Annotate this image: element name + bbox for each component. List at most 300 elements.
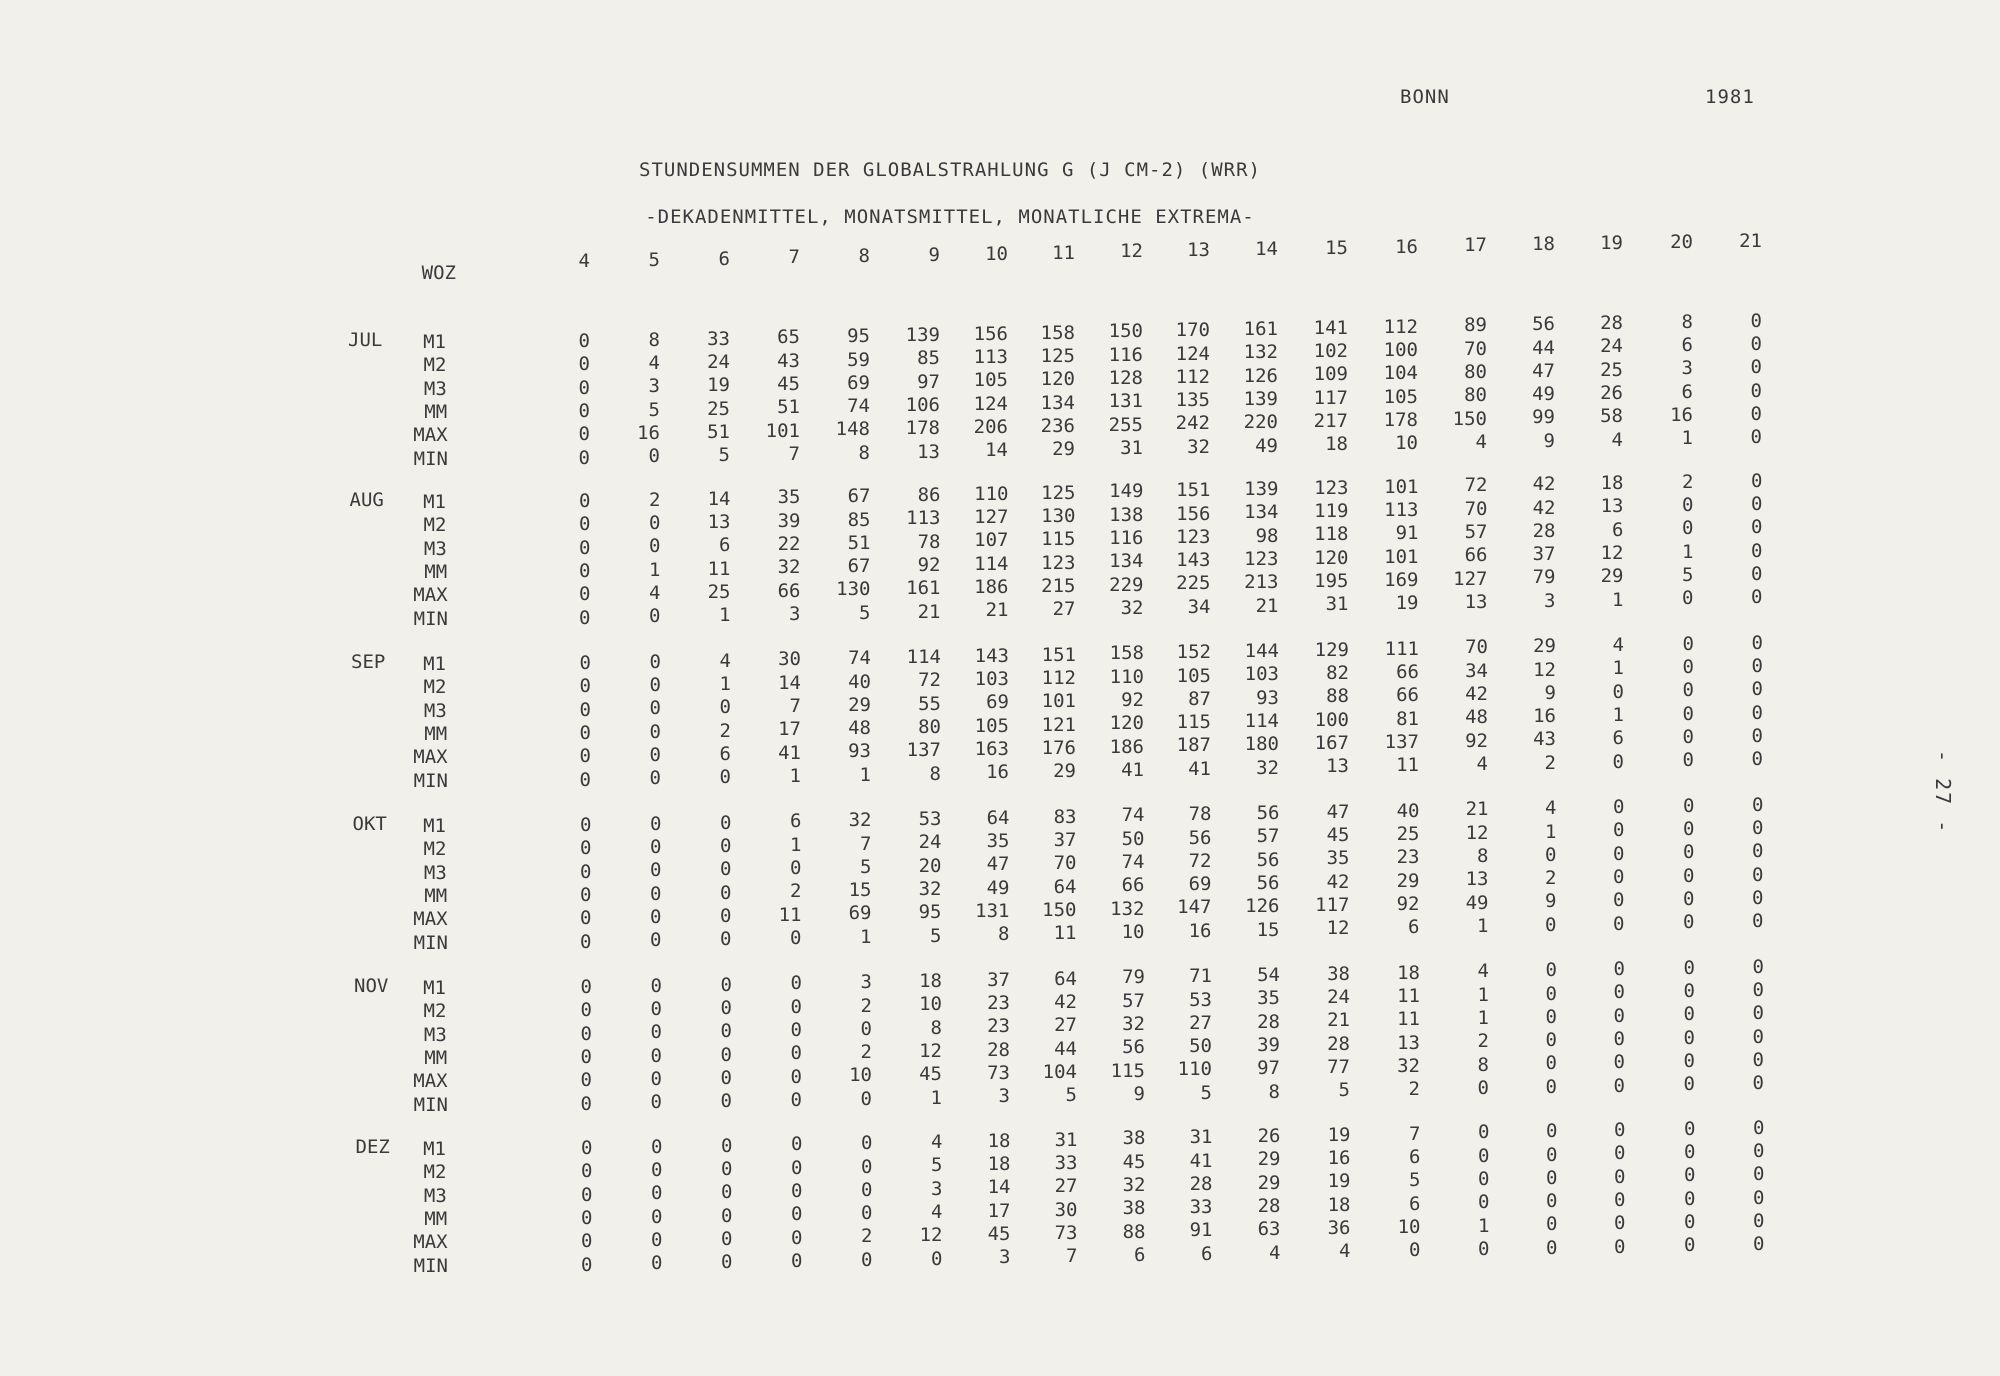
- table-cell: 11: [707, 557, 731, 580]
- hour-header: 8: [858, 245, 870, 268]
- table-cell: 69: [1188, 873, 1212, 896]
- table-cell: 18: [1397, 961, 1420, 984]
- table-cell: 0: [1750, 426, 1762, 449]
- table-cell: 0: [1752, 910, 1764, 933]
- table-cell: 220: [1243, 411, 1278, 434]
- table-cell: 93: [848, 740, 871, 763]
- table-cell: 0: [651, 1252, 663, 1275]
- table-cell: 28: [1532, 519, 1556, 542]
- table-cell: 0: [579, 652, 591, 674]
- table-cell: 0: [579, 675, 591, 698]
- table-cell: 0: [1753, 1186, 1765, 1209]
- table-cell: 6: [790, 810, 802, 833]
- table-cell: 57: [1256, 825, 1280, 848]
- table-cell: 0: [1682, 632, 1694, 655]
- table-cell: 123: [1244, 547, 1279, 570]
- table-cell: 91: [1395, 522, 1419, 545]
- table-cell: 0: [1752, 793, 1764, 816]
- table-cell: 67: [847, 555, 871, 578]
- table-cell: 150: [1042, 898, 1077, 921]
- stat-label: MAX: [413, 424, 448, 447]
- table-cell: 141: [1313, 316, 1348, 339]
- stat-label: M2: [423, 514, 447, 537]
- table-cell: 5: [1409, 1169, 1421, 1192]
- table-cell: 0: [721, 1204, 733, 1227]
- table-cell: 47: [986, 853, 1010, 876]
- table-cell: 0: [649, 535, 661, 558]
- table-cell: 0: [720, 881, 732, 904]
- table-cell: 41: [1188, 757, 1211, 780]
- table-cell: 16: [1670, 404, 1693, 426]
- table-cell: 10: [919, 993, 942, 1016]
- table-cell: 115: [1110, 1059, 1145, 1082]
- table-cell: 16: [986, 761, 1009, 784]
- table-cell: 5: [859, 601, 871, 624]
- table-cell: 0: [581, 1160, 593, 1183]
- table-cell: 101: [1041, 690, 1076, 713]
- table-cell: 8: [929, 762, 941, 785]
- table-cell: 0: [1751, 654, 1763, 677]
- table-cell: 43: [777, 349, 800, 372]
- table-cell: 126: [1245, 895, 1280, 918]
- table-cell: 0: [580, 930, 592, 953]
- table-cell: 112: [1383, 315, 1418, 338]
- hour-header: 5: [648, 248, 660, 271]
- table-cell: 72: [918, 669, 941, 692]
- table-cell: 0: [1683, 1050, 1695, 1072]
- table-cell: 55: [918, 692, 941, 715]
- table-cell: 0: [1546, 1236, 1558, 1259]
- table-cell: 0: [1478, 1237, 1490, 1260]
- table-cell: 24: [1327, 986, 1350, 1009]
- table-cell: 100: [1314, 708, 1349, 731]
- table-cell: 12: [919, 1039, 942, 1062]
- table-cell: 1: [859, 763, 871, 786]
- table-cell: 103: [974, 668, 1009, 691]
- table-cell: 8: [1268, 1080, 1280, 1103]
- table-cell: 95: [918, 901, 942, 924]
- table-cell: 134: [1040, 391, 1075, 414]
- table-cell: 0: [1683, 956, 1695, 979]
- table-cell: 0: [790, 857, 802, 879]
- stat-label: M1: [423, 331, 446, 353]
- table-cell: 117: [1315, 894, 1350, 916]
- table-cell: 80: [1464, 384, 1487, 407]
- table-cell: 70: [1464, 497, 1488, 520]
- table-cell: 0: [1684, 1141, 1696, 1164]
- table-cell: 0: [578, 399, 590, 422]
- table-cell: 56: [1256, 848, 1280, 871]
- table-cell: 24: [1600, 335, 1623, 358]
- table-cell: 38: [1122, 1197, 1146, 1220]
- table-cell: 51: [847, 531, 871, 554]
- table-cell: 7: [789, 695, 801, 717]
- table-cell: 0: [860, 1017, 872, 1040]
- table-cell: 100: [1383, 338, 1418, 361]
- table-cell: 0: [1751, 539, 1763, 562]
- table-cell: 0: [578, 353, 590, 376]
- table-cell: 29: [1053, 760, 1076, 783]
- table-cell: 6: [1134, 1243, 1146, 1266]
- table-cell: 0: [650, 906, 662, 928]
- table-cell: 28: [1189, 1172, 1213, 1195]
- table-cell: 0: [1752, 1002, 1764, 1025]
- table-cell: 29: [1396, 869, 1420, 892]
- table-cell: 0: [650, 859, 662, 882]
- stat-label: MIN: [413, 607, 448, 630]
- stat-label: M2: [423, 1161, 447, 1184]
- table-cell: 123: [1041, 551, 1076, 574]
- hour-header: 11: [1052, 241, 1075, 264]
- table-cell: 0: [1613, 796, 1625, 818]
- table-cell: 0: [720, 1066, 732, 1089]
- table-cell: 0: [1478, 1121, 1490, 1144]
- table-cell: 0: [721, 1251, 733, 1274]
- table-cell: 2: [1408, 1078, 1420, 1101]
- table-cell: 4: [648, 352, 660, 375]
- table-cell: 11: [1397, 1008, 1420, 1031]
- table-cell: 4: [719, 649, 731, 672]
- table-cell: 0: [650, 1091, 662, 1114]
- table-cell: 0: [1751, 631, 1763, 654]
- table-cell: 13: [1600, 495, 1624, 518]
- table-cell: 0: [1613, 865, 1625, 888]
- table-cell: 19: [1395, 592, 1419, 615]
- table-cell: 0: [720, 996, 732, 1019]
- table-cell: 5: [1338, 1079, 1350, 1102]
- table-cell: 0: [581, 1230, 593, 1253]
- table-cell: 2: [860, 1041, 872, 1064]
- table-cell: 13: [917, 440, 940, 463]
- table-cell: 138: [1109, 503, 1144, 526]
- table-cell: 111: [1384, 637, 1419, 660]
- table-cell: 0: [650, 1044, 662, 1067]
- table-cell: 0: [720, 1020, 732, 1043]
- table-cell: 70: [1053, 852, 1077, 875]
- table-cell: 21: [985, 599, 1009, 622]
- stat-label: MM: [424, 400, 448, 423]
- table-cell: 28: [1257, 1010, 1280, 1033]
- table-cell: 0: [1751, 586, 1763, 609]
- table-cell: 137: [906, 739, 941, 762]
- table-cell: 1: [719, 672, 731, 695]
- table-cell: 186: [1109, 735, 1144, 758]
- table-cell: 0: [650, 974, 662, 997]
- table-cell: 0: [791, 1249, 803, 1272]
- table-cell: 45: [919, 1063, 942, 1086]
- table-cell: 70: [1465, 636, 1488, 659]
- table-cell: 56: [1122, 1036, 1145, 1059]
- table-cell: 103: [1244, 663, 1279, 686]
- table-cell: 101: [1384, 475, 1419, 498]
- table-cell: 32: [1122, 1174, 1146, 1196]
- table-cell: 27: [1054, 1175, 1078, 1198]
- stat-label: MAX: [413, 746, 448, 769]
- table-cell: 0: [860, 1087, 872, 1110]
- table-cell: 0: [1752, 955, 1764, 978]
- table-cell: 37: [1532, 543, 1556, 566]
- table-cell: 6: [719, 742, 731, 765]
- table-cell: 5: [930, 924, 942, 947]
- table-cell: 0: [1682, 726, 1694, 748]
- table-cell: 69: [986, 691, 1009, 714]
- table-cell: 106: [905, 393, 940, 416]
- table-cell: 0: [579, 583, 591, 606]
- table-cell: 0: [1614, 1142, 1626, 1165]
- table-cell: 33: [1054, 1151, 1078, 1174]
- table-cell: 83: [1053, 805, 1077, 828]
- table-cell: 0: [1545, 1029, 1557, 1052]
- table-cell: 0: [790, 972, 802, 995]
- table-cell: 0: [1546, 1190, 1558, 1213]
- stat-label: MIN: [413, 1254, 448, 1277]
- stat-label: M1: [423, 653, 446, 675]
- table-cell: 0: [790, 1019, 802, 1041]
- table-cell: 3: [998, 1085, 1010, 1108]
- table-cell: 115: [1176, 711, 1211, 734]
- table-cell: 24: [918, 831, 942, 854]
- table-cell: 215: [1041, 574, 1076, 597]
- table-cell: 0: [1684, 1211, 1696, 1233]
- table-cell: 225: [1176, 572, 1211, 595]
- table-cell: 206: [973, 416, 1008, 438]
- stat-label: M2: [423, 1000, 447, 1023]
- table-cell: 82: [1326, 662, 1349, 685]
- table-cell: 1: [1612, 588, 1624, 611]
- table-cell: 63: [1257, 1218, 1281, 1241]
- table-cell: 45: [1122, 1150, 1146, 1173]
- table-cell: 0: [1613, 1051, 1625, 1074]
- table-cell: 0: [1683, 864, 1695, 887]
- table-cell: 0: [720, 904, 732, 927]
- table-cell: 1: [1612, 657, 1624, 680]
- table-cell: 169: [1384, 568, 1419, 591]
- table-cell: 0: [1613, 958, 1625, 980]
- table-cell: 0: [1750, 402, 1762, 425]
- stat-label: MIN: [413, 1093, 448, 1116]
- table-cell: 9: [1133, 1082, 1145, 1105]
- table-cell: 13: [1465, 868, 1489, 891]
- table-cell: 1: [1477, 914, 1489, 937]
- table-cell: 15: [1256, 918, 1280, 941]
- table-cell: 6: [1409, 1145, 1421, 1168]
- table-cell: 144: [1244, 640, 1279, 662]
- table-cell: 0: [1751, 748, 1763, 771]
- hour-header: 15: [1325, 236, 1348, 259]
- stat-label: M3: [423, 537, 447, 560]
- table-cell: 1: [1477, 1007, 1489, 1029]
- table-cell: 17: [778, 718, 801, 741]
- stat-label: MM: [424, 1207, 448, 1230]
- table-cell: 32: [1120, 596, 1144, 619]
- table-cell: 4: [931, 1131, 943, 1153]
- table-cell: 0: [1752, 1072, 1764, 1095]
- table-cell: 27: [1052, 598, 1076, 621]
- table-cell: 31: [1054, 1128, 1078, 1151]
- table-cell: 2: [860, 994, 872, 1017]
- month-label: DEZ: [355, 1136, 390, 1158]
- table-cell: 1: [790, 833, 802, 856]
- table-cell: 1: [1477, 983, 1489, 1006]
- table-cell: 77: [1327, 1056, 1350, 1078]
- table-cell: 12: [1600, 541, 1624, 564]
- table-subtitle-text: -DEKADENMITTEL, MONATSMITTEL, MONATLICHE EXTREMA-: [645, 206, 1255, 228]
- table-cell: 0: [1546, 1143, 1558, 1166]
- table-cell: 0: [791, 1156, 803, 1179]
- table-cell: 6: [1612, 518, 1624, 541]
- table-cell: 29: [1600, 565, 1624, 588]
- table-cell: 4: [1611, 428, 1623, 451]
- table-cell: 56: [1188, 826, 1212, 849]
- table-cell: 23: [1396, 846, 1420, 869]
- table-cell: 21: [1465, 798, 1489, 821]
- table-cell: 66: [777, 579, 801, 602]
- table-cell: 89: [1464, 314, 1487, 337]
- table-cell: 45: [777, 373, 800, 395]
- table-title-text: STUNDENSUMMEN DER GLOBALSTRAHLUNG G (J CM-2) (WRR): [639, 159, 1261, 181]
- table-cell: 0: [649, 605, 661, 628]
- table-cell: 0: [1751, 562, 1763, 585]
- table-cell: 2: [1477, 1030, 1489, 1053]
- table-cell: 236: [1040, 414, 1075, 437]
- table-cell: 66: [1396, 660, 1419, 683]
- table-cell: 53: [918, 808, 942, 830]
- table-cell: 0: [580, 837, 592, 860]
- table-cell: 57: [1464, 521, 1488, 543]
- table-cell: 121: [1041, 713, 1076, 736]
- table-cell: 5: [648, 398, 660, 421]
- table-cell: 6: [1681, 380, 1693, 403]
- table-cell: 35: [986, 830, 1010, 853]
- table-cell: 0: [1612, 750, 1624, 773]
- table-cell: 0: [720, 834, 732, 857]
- table-cell: 28: [987, 1038, 1010, 1061]
- table-cell: 0: [791, 1180, 803, 1202]
- table-cell: 0: [1682, 679, 1694, 702]
- table-cell: 41: [778, 741, 801, 764]
- table-cell: 102: [1313, 340, 1348, 363]
- stat-label: M2: [423, 838, 447, 861]
- table-cell: 105: [1383, 385, 1418, 408]
- table-cell: 49: [1532, 383, 1555, 406]
- table-cell: 29: [1257, 1171, 1281, 1194]
- table-cell: 73: [1054, 1221, 1078, 1244]
- table-cell: 11: [1396, 754, 1419, 777]
- table-cell: 27: [1189, 1011, 1212, 1034]
- table-cell: 28: [1600, 312, 1623, 334]
- table-cell: 6: [1681, 334, 1693, 357]
- table-cell: 5: [1065, 1084, 1077, 1107]
- table-cell: 123: [1176, 525, 1211, 548]
- table-cell: 0: [579, 745, 591, 768]
- table-cell: 11: [1053, 922, 1077, 945]
- table-cell: 1: [930, 1086, 942, 1109]
- table-cell: 0: [1613, 1027, 1625, 1050]
- table-cell: 35: [1326, 847, 1350, 870]
- table-cell: 151: [1041, 643, 1076, 666]
- table-cell: 158: [1109, 642, 1144, 665]
- table-cell: 2: [861, 1225, 873, 1248]
- stat-label: M3: [423, 861, 447, 884]
- table-cell: 12: [1326, 917, 1350, 940]
- table-cell: 139: [905, 324, 940, 346]
- table-cell: 137: [1384, 730, 1419, 753]
- table-cell: 9: [1545, 890, 1557, 913]
- table-cell: 0: [1753, 1116, 1765, 1139]
- table-cell: 39: [777, 509, 801, 532]
- table-cell: 178: [1383, 408, 1418, 431]
- table-cell: 38: [1122, 1127, 1146, 1150]
- hour-header: 21: [1739, 229, 1762, 252]
- table-cell: 115: [1041, 528, 1076, 551]
- table-cell: 8: [1681, 310, 1693, 333]
- table-cell: 37: [987, 968, 1010, 991]
- table-cell: 0: [1752, 1048, 1764, 1071]
- table-cell: 0: [1751, 469, 1763, 492]
- table-cell: 42: [1532, 496, 1556, 519]
- table-cell: 23: [987, 1015, 1010, 1038]
- table-cell: 0: [579, 536, 591, 559]
- table-cell: 0: [1683, 888, 1695, 910]
- table-cell: 0: [1614, 1235, 1626, 1258]
- table-cell: 0: [1613, 981, 1625, 1004]
- table-cell: 49: [1255, 434, 1278, 457]
- table-cell: 32: [777, 556, 801, 579]
- table-cell: 64: [1053, 875, 1077, 898]
- table-cell: 85: [847, 508, 871, 531]
- table-cell: 0: [1683, 841, 1695, 864]
- table-cell: 0: [719, 766, 731, 789]
- table-cell: 130: [1041, 504, 1076, 527]
- table-cell: 0: [579, 490, 591, 512]
- table-cell: 150: [1452, 407, 1487, 430]
- table-cell: 30: [1054, 1198, 1078, 1221]
- table-cell: 15: [848, 879, 872, 902]
- table-cell: 10: [849, 1064, 872, 1087]
- month-label: OKT: [352, 813, 387, 835]
- table-cell: 0: [721, 1157, 733, 1180]
- table-cell: 45: [1326, 824, 1350, 847]
- table-cell: 0: [1752, 1025, 1764, 1048]
- table-cell: 0: [1682, 587, 1694, 610]
- stat-label: M1: [423, 491, 446, 513]
- table-cell: 72: [1464, 474, 1488, 497]
- table-cell: 18: [1600, 472, 1624, 494]
- table-cell: 14: [987, 1176, 1011, 1199]
- table-cell: 124: [973, 392, 1008, 415]
- report-year: 1981: [1705, 86, 1755, 108]
- table-cell: 53: [1189, 988, 1212, 1011]
- table-cell: 0: [650, 882, 662, 905]
- table-cell: 0: [580, 1022, 592, 1045]
- table-cell: 42: [1532, 473, 1556, 496]
- hour-header: 19: [1600, 232, 1623, 254]
- table-cell: 97: [917, 370, 940, 393]
- table-cell: 0: [719, 696, 731, 719]
- table-cell: 112: [1175, 365, 1210, 388]
- table-cell: 40: [1396, 799, 1420, 822]
- table-cell: 66: [1121, 874, 1145, 897]
- table-cell: 127: [1453, 567, 1488, 590]
- hour-header: 18: [1532, 233, 1555, 256]
- table-cell: 176: [1041, 736, 1076, 759]
- table-cell: 56: [1256, 802, 1280, 824]
- table-cell: 42: [1054, 990, 1077, 1013]
- table-cell: 152: [1176, 641, 1211, 664]
- hour-header: 12: [1120, 240, 1143, 263]
- table-cell: 3: [931, 1177, 943, 1200]
- table-cell: 14: [707, 487, 731, 510]
